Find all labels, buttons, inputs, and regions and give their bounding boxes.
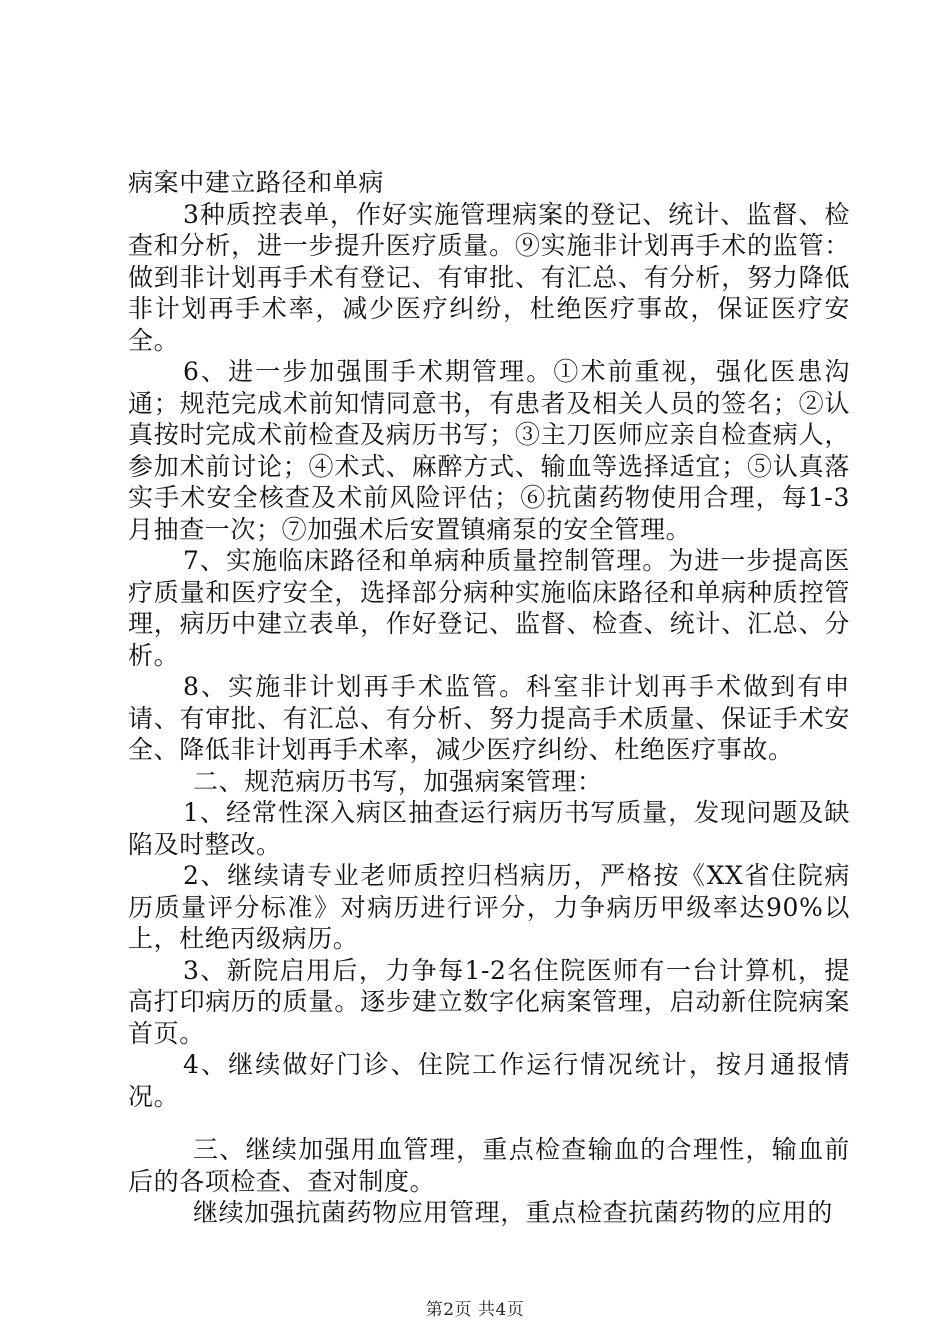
paragraph-item-7: 7、实施临床路径和单病种质量控制管理。为进一步提高医疗质量和医疗安全，选择部分病种实施临床路径和单病种质控管理，病历中建立表单，作好登记、监督、检查、统计、汇总、分析。 xyxy=(128,546,850,670)
section-heading-2: 二、规范病历书写，加强病案管理： xyxy=(193,766,603,796)
paragraph-antibiotics: 继续加强抗菌药物应用管理，重点检查抗菌药物的应用的 xyxy=(193,1198,834,1227)
paragraph-continuation: 病案中建立路径和单病 xyxy=(128,168,385,197)
paragraph-item-8: 8、实施非计划再手术监管。科室非计划再手术做到有申请、有审批、有汇总、有分析、努力提高手术质量、保证手术安全、降低非计划再手术率，减少医疗纠纷、杜绝医疗事故。 xyxy=(128,672,850,764)
paragraph-quality-forms: 3种质控表单，作好实施管理病案的登记、统计、监督、检查和分析，进一步提升医疗质量。⑨实施非计划再手术的监管：做到非计划再手术有登记、有审批、有汇总、有分析，努力降低非计划再手术率，减少医疗纠纷，杜绝医疗事故，保证医疗安全。 xyxy=(128,199,850,355)
paragraph-item-6: 6、进一步加强围手术期管理。①术前重视，强化医患沟通；规范完成术前知情同意书，有患者及相关人员的签名；②认真按时完成术前检查及病历书写；③主刀医师应亲自检查病人，参加术前讨论；④术式、麻醉方式、输血等选择适宜；⑤认真落实手术安全核查及术前风险评估；⑥抗菌药物使用合理，每1-3月抽查一次；⑦加强术后安置镇痛泵的安全管理。 xyxy=(128,357,850,544)
paragraph-section2-item-1: 1、经常性深入病区抽查运行病历书写质量，发现问题及缺陷及时整改。 xyxy=(128,798,850,859)
paragraph-section2-item-2: 2、继续请专业老师质控归档病历，严格按《XX省住院病历质量评分标准》对病历进行评分，力争病历甲级率达90%以上，杜绝丙级病历。 xyxy=(128,861,850,953)
page-number-footer: 第2页 共4页 xyxy=(425,1300,525,1320)
paragraph-section2-item-3: 3、新院启用后，力争每1-2名住院医师有一台计算机，提高打印病历的质量。逐步建立数字化病案管理，启动新住院病案首页。 xyxy=(128,955,850,1048)
paragraph-section2-item-4: 4、继续做好门诊、住院工作运行情况统计，按月通报情况。 xyxy=(128,1050,850,1111)
section-heading-3: 三、继续加强用血管理，重点检查输血的合理性，输血前后的各项检查、查对制度。 xyxy=(128,1135,850,1196)
document-body xyxy=(128,167,850,1229)
